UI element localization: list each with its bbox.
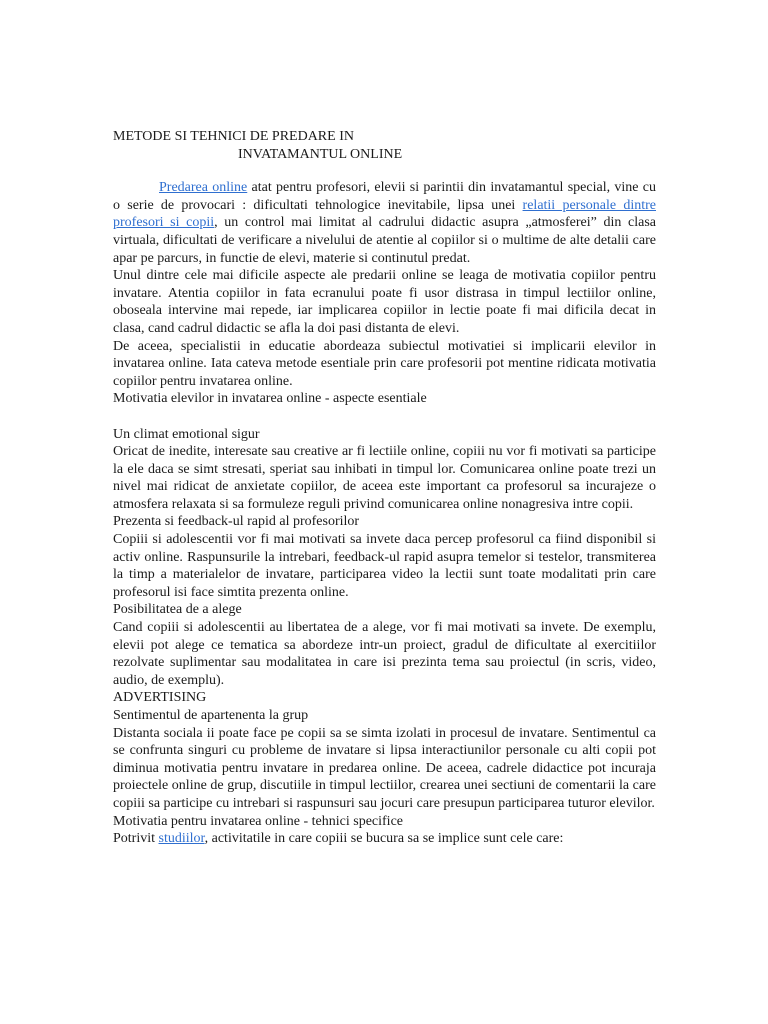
blank-line	[113, 408, 656, 426]
potrivit-text: Potrivit	[113, 831, 159, 847]
document-title-line1: METODE SI TEHNICI DE PREDARE IN	[113, 129, 354, 144]
predarea-online-link[interactable]: Predarea online	[159, 180, 248, 196]
potrivit-text-2: , activitatile in care copiii se bucura sa se implice sunt cele care:	[204, 831, 564, 847]
heading-apartenenta-grup: Sentimentul de apartenenta la grup	[113, 708, 309, 723]
document-title-line2: INVATAMANTUL ONLINE	[238, 146, 403, 162]
studiilor-link[interactable]: studiilor	[158, 831, 205, 847]
paragraph-motivatie: Unul dintre cele mai dificile aspecte ale predarii online se leaga de motivatia copiilor pentru invatare. Atentia copiilor in fata ecranului poate fi usor distrasa in timpul lectiilor online, oboseala intervine mai repede, iar implicarea copiilor in lectie poate fi mai dificila decat in clasa, cand cadrul didactic se afla la doi pasi distanta de elevi.	[113, 268, 656, 336]
heading-tehnici-specifice: Motivatia pentru invatarea online - tehnici specifice	[113, 813, 403, 829]
paragraph-alegere: Cand copiii si adolescentii au libertatea de a alege, vor fi mai motivati sa invete. De exemplu, elevii pot alege ce tematica sa abordeze intr-un proiect, gradul de dificultate al exercitiilor rezolvate suplimentar sau modalitatea in care isi prezinta tema sau proiectul (in scris, video, audio, de exemplu).	[113, 620, 656, 688]
paragraph-climat: Oricat de inedite, interesate sau creative ar fi lectiile online, copiii nu vor fi motivati sa participe la ele daca se simt stresati, speriat sau inhibati in timpul lor. Comunicarea online poate trezi un nivel mai ridicat de anxietate copiilor, de aceea este important ca profesorul sa incurajeze o atmosfera relaxata si sa formuleze reguli privind comunicarea online nonagresiva intre copii.	[113, 444, 656, 512]
intro-text-1: atat pentru profesori, elevii si parintii din invatamantul special, vine cu o serie de provocari : dificultati tehnologice inevitabile, lipsa unei	[113, 180, 656, 213]
paragraph-apartenenta: Distanta sociala ii poate face pe copii sa se simta izolati in procesul de invatare. Sentimentul ca se confrunta singuri cu probleme de invatare si lipsa interactiunilor personale cu alti copii pot diminua motivatia pentru invatare in predarea online. De aceea, cadrele didactice pot incuraja proiectele online de grup, discutiile in timpul lectiilor, crearea unei sectiuni de comentarii la care copiii sa participe cu intrebari si raspunsuri sau jocuri care presupun participarea tuturor elevilor.	[113, 725, 656, 811]
advertising-label: ADVERTISING	[113, 690, 207, 706]
paragraph-potrivit-studiilor	[113, 830, 656, 848]
heading-aspecte-esentiale: Motivatia elevilor in invatarea online - aspecte esentiale	[113, 391, 427, 407]
intro-text-2: , un control mai limitat al cadrului didactic asupra „atmosferei” din clasa virtuala, dificultati de verificare a nivelului de atentie al copiilor si o multime de alte detalii care apar pe parcurs, in functie de elevi, materie si continutul predat.	[113, 215, 656, 266]
paragraph-specialisti: De aceea, specialistii in educatie abordeaza subiectul motivatiei si implicarii elevilor in invatarea online. Iata cateva metode esentiale prin care profesorii pot mentine ridicata motivatia copiilor pentru invatarea online.	[113, 338, 656, 389]
relatii-personale-link[interactable]: relatii personale dintre profesori si copii	[113, 197, 656, 231]
paragraph-prezenta: Copiii si adolescentii vor fi mai motivati sa invete daca percep profesorul ca fiind disponibil si activ online. Raspunsurile la intrebari, feedback-ul rapid asupra temelor si testelor, transmiterea la timp a materialelor de invatare, participarea video la lectii sunt toate modalitati prin care profesorul isi face simtita prezenta online.	[113, 532, 656, 600]
heading-climat-emotional: Un climat emotional sigur	[113, 426, 260, 442]
heading-posibilitatea-alege: Posibilitatea de a alege	[113, 602, 242, 618]
heading-prezenta-feedback: Prezenta si feedback-ul rapid al profesorilor	[113, 514, 360, 530]
intro-paragraph	[113, 179, 656, 267]
